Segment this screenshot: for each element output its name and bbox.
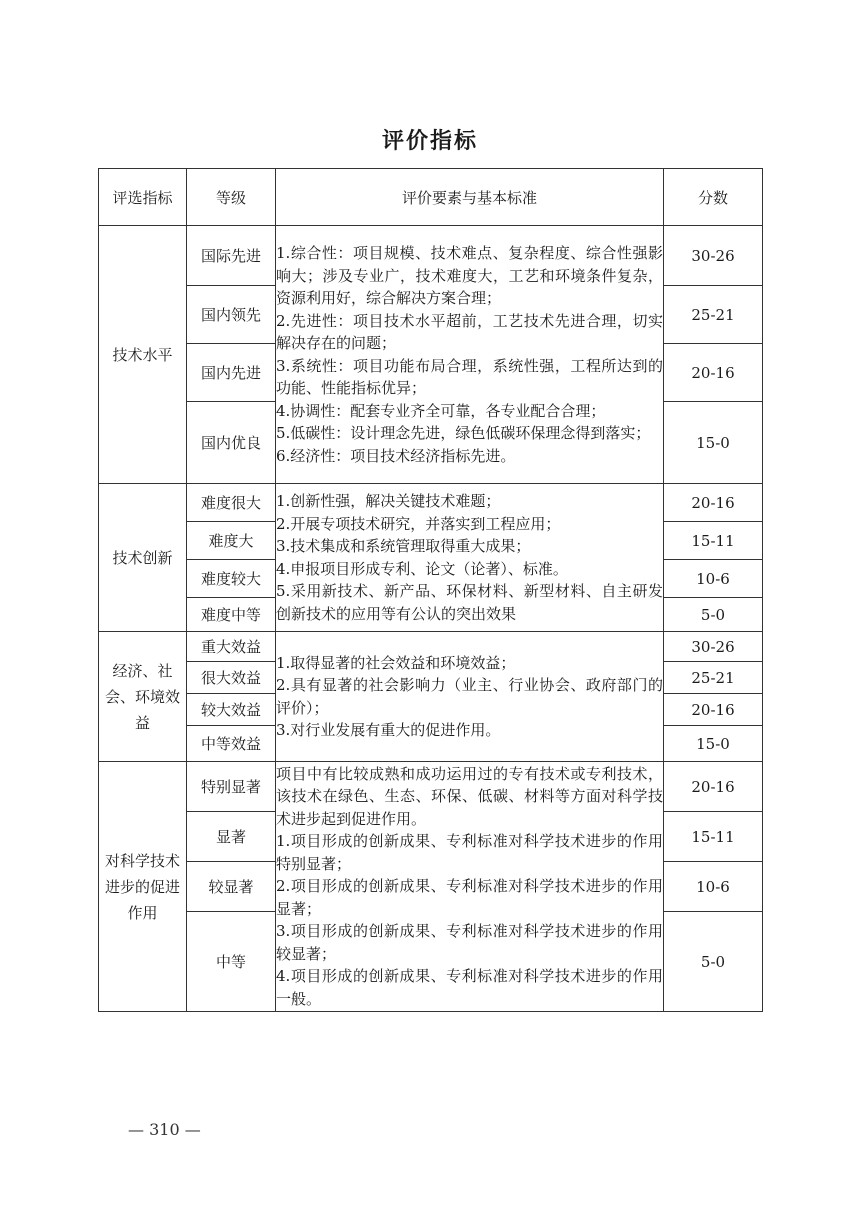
level-cell: 较大效益 <box>187 694 276 726</box>
standard-line: 3.项目形成的创新成果、专利标准对科学技术进步的作用较显著； <box>276 922 663 963</box>
standard-line: 2.开展专项技术研究，并落实到工程应用； <box>276 514 561 533</box>
standard-line: 4.申报项目形成专利、论文（论著）、标准。 <box>276 559 568 578</box>
score-cell: 10-6 <box>664 560 763 598</box>
standard-line: 1.创新性强，解决关键技术难题； <box>276 492 501 510</box>
level-cell: 显著 <box>187 812 276 862</box>
page-title: 评价指标 <box>381 129 478 154</box>
standard-line: 4.项目形成的创新成果、专利标准对科学技术进步的作用一般。 <box>276 967 663 1008</box>
table-row <box>99 632 763 662</box>
score-cell: 15-11 <box>664 522 763 560</box>
level-cell: 国内先进 <box>187 344 276 402</box>
evaluation-table <box>98 168 763 1012</box>
standard-line: 5.采用新技术、新产品、环保材料、新型材料、自主研发创新技术的应用等有公认的突出效果 <box>276 582 663 623</box>
score-cell: 20-16 <box>664 484 763 522</box>
score-cell: 30-26 <box>664 226 763 286</box>
score-cell: 10-6 <box>664 862 763 912</box>
table-row <box>99 226 763 286</box>
score-cell: 25-21 <box>664 286 763 344</box>
level-cell: 中等 <box>187 912 276 1012</box>
score-cell: 20-16 <box>664 344 763 402</box>
standard-line: 2.具有显著的社会影响力（业主、行业协会、政府部门的评价）； <box>276 676 663 717</box>
level-cell: 较显著 <box>187 862 276 912</box>
level-cell: 重大效益 <box>187 632 276 662</box>
score-cell: 5-0 <box>664 912 763 1012</box>
score-cell: 5-0 <box>664 598 763 632</box>
header-score: 分数 <box>664 169 763 226</box>
header-indicator: 评选指标 <box>99 169 187 226</box>
level-cell: 国际先进 <box>187 226 276 286</box>
standard-line: 2.项目形成的创新成果、专利标准对科学技术进步的作用显著； <box>276 877 663 918</box>
header-standard: 评价要素与基本标准 <box>276 169 664 226</box>
standard-line: 1.综合性：项目规模、技术难点、复杂程度、综合性强影响大；涉及专业广，技术难度大，工艺和环境条件复杂，资源利用好，综合解决方案合理； <box>276 244 663 307</box>
category-cell: 技术创新 <box>99 484 187 632</box>
standard-line: 4.协调性：配套专业齐全可靠，各专业配合合理； <box>276 401 606 420</box>
table-row <box>99 762 763 812</box>
level-cell: 难度中等 <box>187 598 276 632</box>
standard-cell <box>276 484 664 632</box>
level-cell: 很大效益 <box>187 662 276 694</box>
score-cell: 25-21 <box>664 662 763 694</box>
page-number: — 310 — <box>128 1120 201 1139</box>
standard-line: 3.技术集成和系统管理取得重大成果； <box>276 537 531 555</box>
category-cell: 经济、社会、环境效益 <box>99 632 187 762</box>
level-cell: 难度很大 <box>187 484 276 522</box>
standard-line: 6.经济性：项目技术经济指标先进。 <box>276 446 516 465</box>
standard-line: 3.对行业发展有重大的促进作用。 <box>276 721 501 739</box>
standard-cell <box>276 632 664 762</box>
standard-line: 3.系统性：项目功能布局合理，系统性强，工程所达到的功能、性能指标优异； <box>276 356 663 397</box>
header-grade: 等级 <box>187 169 276 226</box>
level-cell: 难度较大 <box>187 560 276 598</box>
level-cell: 国内领先 <box>187 286 276 344</box>
category-cell: 对科学技术进步的促进作用 <box>99 762 187 1012</box>
score-cell: 15-11 <box>664 812 763 862</box>
level-cell: 国内优良 <box>187 402 276 484</box>
score-cell: 20-16 <box>664 762 763 812</box>
category-cell: 技术水平 <box>99 226 187 484</box>
level-cell: 难度大 <box>187 522 276 560</box>
standard-line: 1.项目形成的创新成果、专利标准对科学技术进步的作用特别显著； <box>276 832 663 873</box>
score-cell: 15-0 <box>664 726 763 762</box>
standard-cell <box>276 762 664 1012</box>
level-cell: 中等效益 <box>187 726 276 762</box>
score-cell: 20-16 <box>664 694 763 726</box>
header-row <box>99 169 763 226</box>
level-cell: 特别显著 <box>187 762 276 812</box>
standard-cell <box>276 226 664 484</box>
standard-line: 项目中有比较成熟和成功运用过的专有技术或专利技术，该技术在绿色、生态、环保、低碳、材料等方面对科学技术进步起到促进作用。 <box>276 764 663 828</box>
score-cell: 30-26 <box>664 632 763 662</box>
standard-line: 5.低碳性：设计理念先进，绿色低碳环保理念得到落实； <box>276 424 651 442</box>
score-cell: 15-0 <box>664 402 763 484</box>
table-row <box>99 484 763 522</box>
standard-line: 1.取得显著的社会效益和环境效益； <box>276 653 516 672</box>
standard-line: 2.先进性：项目技术水平超前，工艺技术先进合理，切实解决存在的问题； <box>276 311 663 352</box>
